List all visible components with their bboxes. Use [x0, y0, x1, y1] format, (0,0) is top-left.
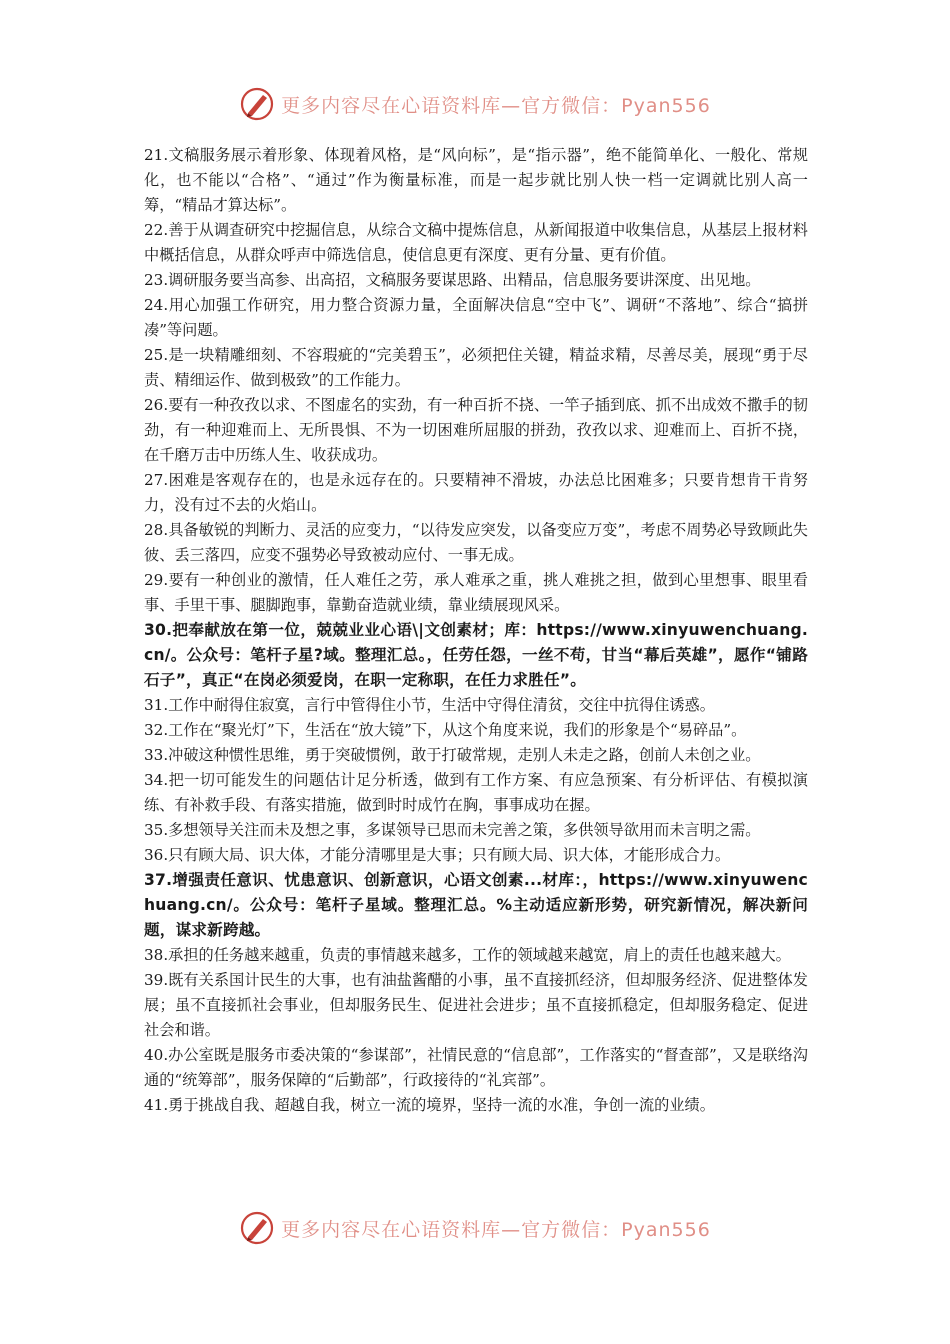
document-body — [144, 143, 808, 1118]
list-item: 35.多想领导关注而未及想之事，多谋领导已思而未完善之策，多供领导欲用而未言明之需。 — [144, 821, 761, 839]
list-item-highlight: 37.增强责任意识、忧患意识、创新意识，心语文创素...材库：，https://www.xinyuwenchuang.cn/。公众号：笔杆子星域。整理汇总。%主动适应新形势，研究新情况，解决新问题，谋求新跨越。 — [144, 871, 808, 939]
list-item: 22.善于从调查研究中挖掘信息，从综合文稿中提炼信息，从新闻报道中收集信息，从基层上报材料中概括信息，从群众呼声中筛选信息，使信息更有深度、更有分量、更有价值。 — [144, 221, 808, 264]
list-item: 28.具备敏锐的判断力、灵活的应变力，“以待发应突发，以备变应万变”，考虑不周势必导致顾此失彼、丢三落四，应变不强势必导致被动应付、一事无成。 — [144, 521, 808, 564]
list-item: 21.文稿服务展示着形象、体现着风格，是“风向标”，是“指示器”，绝不能简单化、一般化、常规化，也不能以“合格”、“通过”作为衡量标准，而是一起步就比别人快一档一定调就比别人高一筹，“精品才算达标”。 — [144, 146, 808, 214]
pen-logo-icon — [239, 86, 275, 122]
list-item: 29.要有一种创业的激情，任人难任之劳，承人难承之重，挑人难挑之担，做到心里想事、眼里看事、手里干事、腿脚跑事，靠勤奋造就业绩，靠业绩展现风采。 — [144, 571, 808, 614]
list-item: 40.办公室既是服务市委决策的“参谋部”，社情民意的“信息部”，工作落实的“督查部”，又是联络沟通的“统筹部”，服务保障的“后勤部”，行政接待的“礼宾部”。 — [144, 1046, 808, 1089]
footer-banner — [0, 1208, 950, 1248]
list-item: 36.只有顾大局、识大体，才能分清哪里是大事；只有顾大局、识大体，才能形成合力。 — [144, 846, 731, 864]
list-item: 23.调研服务要当高参、出高招，文稿服务要谋思路、出精品，信息服务要讲深度、出见地。 — [144, 271, 761, 289]
list-item: 26.要有一种孜孜以求、不图虚名的实劲，有一种百折不挠、一竿子插到底、抓不出成效不撒手的韧劲，有一种迎难而上、无所畏惧、不为一切困难所屈服的拼劲，孜孜以求、迎难而上、百折不挠，在千磨万击中历练人生、收获成功。 — [144, 396, 808, 464]
list-item: 24.用心加强工作研究，用力整合资源力量，全面解决信息“空中飞”、调研“不落地”、综合“搞拼凑”等问题。 — [144, 296, 808, 339]
list-item: 25.是一块精雕细刻、不容瑕疵的“完美碧玉”，必须把住关键，精益求精，尽善尽美，展现“勇于尽责、精细运作、做到极致”的工作能力。 — [144, 346, 808, 389]
list-item: 31.工作中耐得住寂寞，言行中管得住小节，生活中守得住清贫，交往中抗得住诱惑。 — [144, 696, 715, 714]
banner-text: 更多内容尽在心语资料库—官方微信：Pyan556 — [281, 94, 711, 117]
list-item-highlight: 30.把奉献放在第一位，兢兢业业心语\|文创素材；库：https://www.xinyuwenchuang.cn/。公众号：笔杆子星?域。整理汇总。，任劳任怨，一丝不苟，甘当“幕后英雄”，愿作“铺路石子”，真正“在岗必须爱岗，在职一定称职，在任力求胜任”。 — [144, 621, 808, 689]
header-banner — [0, 84, 950, 124]
list-item: 33.冲破这种惯性思维，勇于突破惯例，敢于打破常规，走别人未走之路，创前人未创之业。 — [144, 746, 761, 764]
list-item: 38.承担的任务越来越重，负责的事情越来越多，工作的领域越来越宽，肩上的责任也越来越大。 — [144, 946, 791, 964]
banner-text: 更多内容尽在心语资料库—官方微信：Pyan556 — [281, 1218, 711, 1241]
list-item: 39.既有关系国计民生的大事，也有油盐酱醋的小事，虽不直接抓经济，但却服务经济、促进整体发展；虽不直接抓社会事业，但却服务民生、促进社会进步；虽不直接抓稳定，但却服务稳定、促进社会和谐。 — [144, 971, 808, 1039]
list-item: 32.工作在“聚光灯”下，生活在“放大镜”下，从这个角度来说，我们的形象是个“易碎品”。 — [144, 721, 747, 739]
list-item: 34.把一切可能发生的问题估计足分析透，做到有工作方案、有应急预案、有分析评估、有模拟演练、有补救手段、有落实措施，做到时时成竹在胸，事事成功在握。 — [144, 771, 808, 814]
list-item: 27.困难是客观存在的，也是永远存在的。只要精神不滑坡，办法总比困难多；只要肯想肯干肯努力，没有过不去的火焰山。 — [144, 471, 808, 514]
pen-logo-icon — [239, 1210, 275, 1246]
list-item: 41.勇于挑战自我、超越自我，树立一流的境界，坚持一流的水准，争创一流的业绩。 — [144, 1096, 715, 1114]
